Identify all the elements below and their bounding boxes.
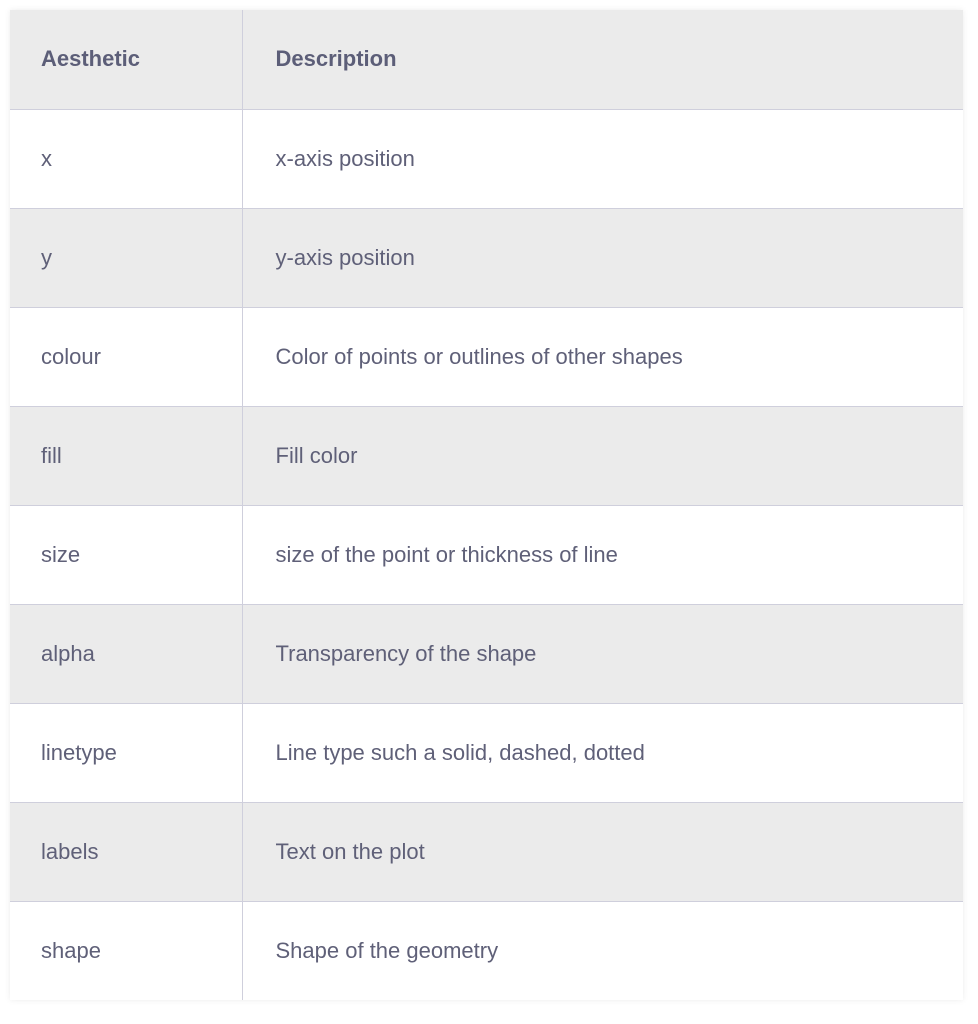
table-row [10, 208, 963, 307]
aesthetic-cell: y [10, 208, 242, 307]
description-cell: Text on the plot [242, 802, 963, 901]
column-header-description: Description [242, 10, 963, 109]
description-cell: Transparency of the shape [242, 604, 963, 703]
table-row [10, 505, 963, 604]
table-row [10, 901, 963, 1000]
aesthetic-cell: labels [10, 802, 242, 901]
aesthetics-table [10, 10, 963, 1000]
description-cell: x-axis position [242, 109, 963, 208]
aesthetic-cell: x [10, 109, 242, 208]
aesthetic-cell: fill [10, 406, 242, 505]
description-cell: Shape of the geometry [242, 901, 963, 1000]
table-row [10, 802, 963, 901]
table-row [10, 604, 963, 703]
table-row [10, 406, 963, 505]
description-cell: Line type such a solid, dashed, dotted [242, 703, 963, 802]
description-cell: Color of points or outlines of other shapes [242, 307, 963, 406]
header-row [10, 10, 963, 109]
aesthetic-cell: colour [10, 307, 242, 406]
description-cell: y-axis position [242, 208, 963, 307]
column-header-aesthetic: Aesthetic [10, 10, 242, 109]
aesthetics-table-container [10, 10, 963, 1000]
description-cell: Fill color [242, 406, 963, 505]
table-row [10, 307, 963, 406]
table-row [10, 109, 963, 208]
table-header [10, 10, 963, 109]
aesthetic-cell: shape [10, 901, 242, 1000]
table-body [10, 109, 963, 1000]
aesthetic-cell: linetype [10, 703, 242, 802]
description-cell: size of the point or thickness of line [242, 505, 963, 604]
aesthetic-cell: size [10, 505, 242, 604]
aesthetic-cell: alpha [10, 604, 242, 703]
table-row [10, 703, 963, 802]
